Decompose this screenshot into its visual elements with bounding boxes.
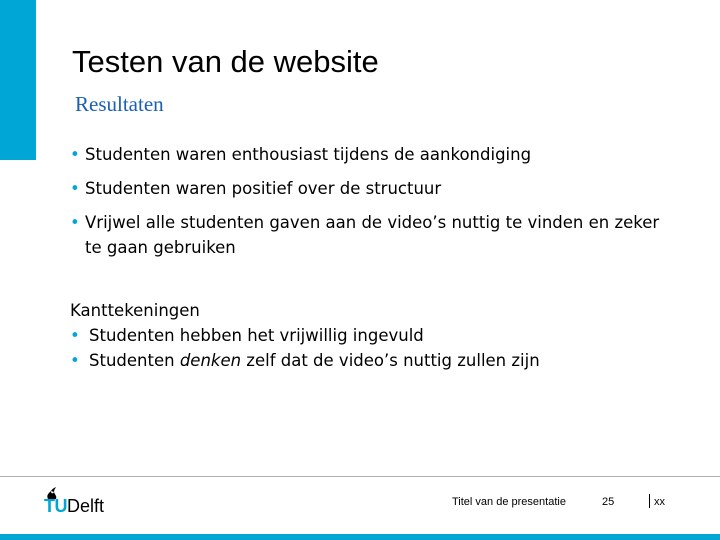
notes-item-text-before: Studenten — [89, 351, 180, 370]
notes-item — [70, 323, 670, 348]
notes-item-emphasis: denken — [179, 351, 242, 370]
bullet-item — [70, 176, 670, 201]
bullet-dot: • — [70, 145, 80, 164]
footer-stripe — [0, 534, 720, 540]
bullet-list — [70, 142, 670, 269]
bullet-dot: • — [70, 213, 80, 232]
notes-list — [70, 323, 670, 373]
bullet-dot: • — [70, 326, 80, 345]
bullet-dot: • — [70, 179, 80, 198]
accent-bar — [0, 0, 36, 160]
logo-tu: TU — [44, 496, 67, 516]
bullet-dot: • — [70, 351, 80, 370]
notes-item — [70, 348, 670, 373]
bullet-text: Studenten waren enthousiast tijdens de aankondiging — [85, 145, 532, 164]
tu-delft-logo — [44, 496, 104, 517]
notes-item-text: Studenten hebben het vrijwillig ingevuld — [89, 326, 424, 345]
bullet-item — [70, 210, 670, 260]
bullet-item — [70, 142, 670, 167]
footer-presentation-title: Titel van de presentatie — [452, 496, 566, 508]
notes-section — [70, 298, 670, 373]
slide-title: Testen van de website — [72, 44, 379, 79]
bullet-text: Studenten waren positief over de structuur — [85, 179, 442, 198]
bullet-text: Vrijwel alle studenten gaven aan de video’s nuttig te vinden en zeker te gaan gebruiken — [85, 213, 660, 257]
page-separator — [649, 494, 650, 508]
page-number: 25 — [602, 496, 615, 508]
slide-subtitle: Resultaten — [75, 92, 164, 116]
footer-divider — [0, 476, 720, 477]
page-total: xx — [654, 496, 665, 508]
logo-delft: Delft — [67, 496, 105, 516]
notes-item-text-after: zelf dat de video’s nuttig zullen zijn — [241, 351, 540, 370]
notes-heading: Kanttekeningen — [70, 301, 200, 320]
